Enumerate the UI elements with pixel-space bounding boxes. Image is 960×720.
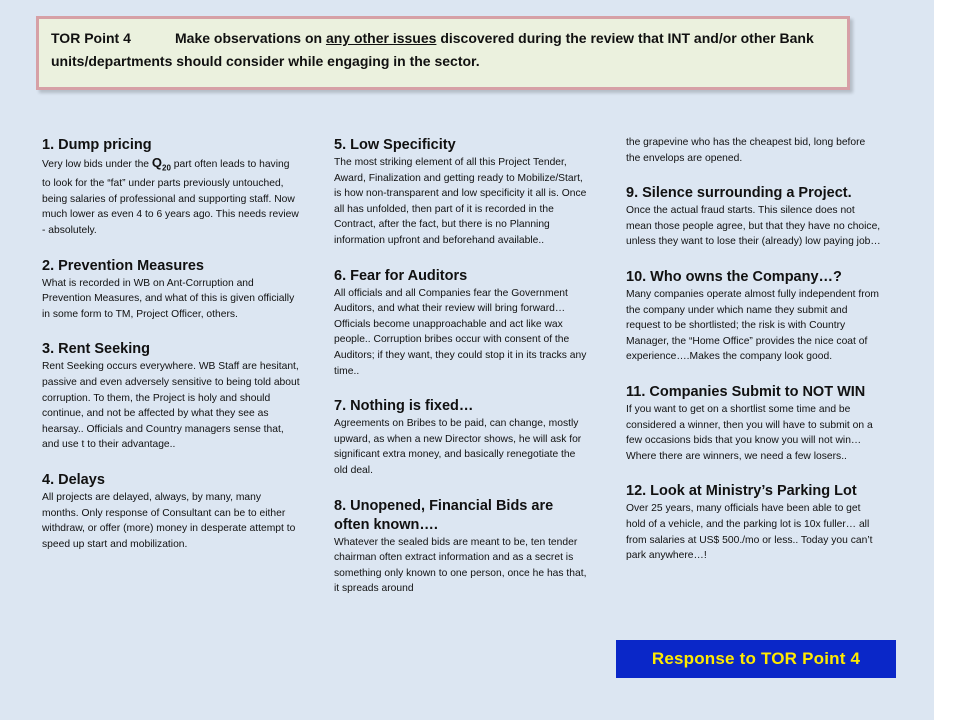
item-title: 2. Prevention Measures bbox=[42, 257, 204, 274]
item-body: Many companies operate almost fully independent from the company under which name they submit and request to be shortlisted; the risk is with Country Manager, the “Home Office” provides the nice coat of experience….Makes the company look good. bbox=[626, 288, 879, 363]
item-prevention-measures bbox=[42, 257, 300, 323]
item-title: 9. Silence surrounding a Project. bbox=[626, 185, 852, 202]
item-title: 4. Delays bbox=[42, 471, 105, 488]
item-title: 7. Nothing is fixed… bbox=[334, 398, 474, 415]
item-title: 10. Who owns the Company…? bbox=[626, 268, 842, 285]
tor-text-after: discovered during the review that INT and/or other Bank units/departments should consider while engaging in the sector. bbox=[51, 30, 814, 69]
item-body-pre: Very low bids under the bbox=[42, 159, 152, 170]
item-body bbox=[42, 155, 300, 239]
item-title: 3. Rent Seeking bbox=[42, 341, 150, 358]
column-2 bbox=[334, 136, 589, 615]
tor-point-box bbox=[36, 16, 850, 90]
response-to-tor-button[interactable]: Response to TOR Point 4 bbox=[616, 640, 896, 678]
item-body: the grapevine who has the cheapest bid, long before the envelops are opened. bbox=[626, 137, 866, 164]
item-title: 11. Companies Submit to NOT WIN bbox=[626, 383, 866, 400]
item-who-owns-company bbox=[626, 268, 882, 365]
item-body: If you want to get on a shortlist some time and be considered a winner, then you will have to submit on a few occasions bids that you know you will not win… Where there are winners, we need a few losers.. bbox=[626, 403, 873, 462]
item-title: 12. Look at Ministry’s Parking Lot bbox=[626, 483, 857, 500]
item-unopened-bids-continued bbox=[626, 135, 882, 166]
item-body: All officials and all Companies fear the Government Auditors, and what their review will bring forward… Officials become unapproachable and act like wax people.. Corruption bribes occur with consent of the Auditors; if they want, they could stop it in its tracks any time.. bbox=[334, 287, 587, 377]
item-body: What is recorded in WB on Ant-Corruption and Prevention Measures, and what of this is given officially in some form to TM, Project Officer, others. bbox=[42, 277, 295, 320]
tor-label: TOR Point 4 bbox=[51, 30, 131, 46]
item-nothing-fixed bbox=[334, 397, 589, 478]
column-1 bbox=[42, 136, 300, 570]
item-body-rest: part often leads to having to look for the “fat” under parts previously untouched, being salaries of professional and supporting staff. Now much lower as even 4 to 6 years ago. This needs review - absolutely. bbox=[42, 159, 299, 236]
item-silence bbox=[626, 184, 882, 250]
tor-text-underlined: any other issues bbox=[325, 30, 437, 46]
item-body: The most striking element of all this Project Tender, Award, Finalization and getting ready to Mobilize/Start, is how non-transparent and low specificity it all is. Once all has unfolded, then part of it is recorded in the Contract, after the fact, but there is no Planning information upfront and beforehand available.. bbox=[334, 157, 587, 246]
item-submit-not-win bbox=[626, 383, 882, 464]
column-3 bbox=[626, 135, 882, 582]
tor-text-before: Make observations on bbox=[175, 30, 326, 46]
item-title: 1. Dump pricing bbox=[42, 137, 152, 153]
q20-symbol: $Q_{20}$ bbox=[151, 155, 171, 173]
item-title: 6. Fear for Auditors bbox=[334, 267, 468, 284]
item-body: Rent Seeking occurs everywhere. WB Staff are hesitant, passive and even adversely sensitive to being told about corruption. To them, the Project is holy and should continue, and not be affected by what they see as hearsay.. Officials and Country managers sense that, and use t to their advantage.. bbox=[42, 361, 300, 451]
item-body: All projects are delayed, always, by many, many months. Only response of Consultant can be to either withdraw, or offer (more) money in desperate attempt to speed up start and mobilization. bbox=[42, 491, 296, 550]
item-low-specificity bbox=[334, 136, 589, 249]
item-delays bbox=[42, 471, 300, 552]
item-body: Agreements on Bribes to be paid, can change, mostly upward, as when a new Director shows, he will ask for significant extra money, and basically renegotiate the old deal. bbox=[334, 418, 582, 476]
item-title: 8. Unopened, Financial Bids are often known…. bbox=[334, 497, 554, 533]
item-fear-for-auditors bbox=[334, 267, 589, 380]
item-unopened-bids bbox=[334, 497, 589, 597]
item-rent-seeking bbox=[42, 340, 300, 453]
item-parking-lot bbox=[626, 482, 882, 563]
item-body: Whatever the sealed bids are meant to be, ten tender chairman often extract information and as a secret is something only known to one person, once he has that, it spreads around bbox=[334, 536, 587, 595]
item-title: 5. Low Specificity bbox=[334, 137, 456, 153]
item-dump-pricing bbox=[42, 136, 300, 239]
item-body: Once the actual fraud starts. This silence does not mean those people agree, but that they have no choice, unless they want to lose their (already) low paying job… bbox=[626, 205, 881, 248]
item-body: Over 25 years, many officials have been able to get hold of a vehicle, and the parking lot is 10x fuller… all from salaries at US$ 500./mo or less.. Today you can’t park anywhere…! bbox=[626, 503, 873, 562]
